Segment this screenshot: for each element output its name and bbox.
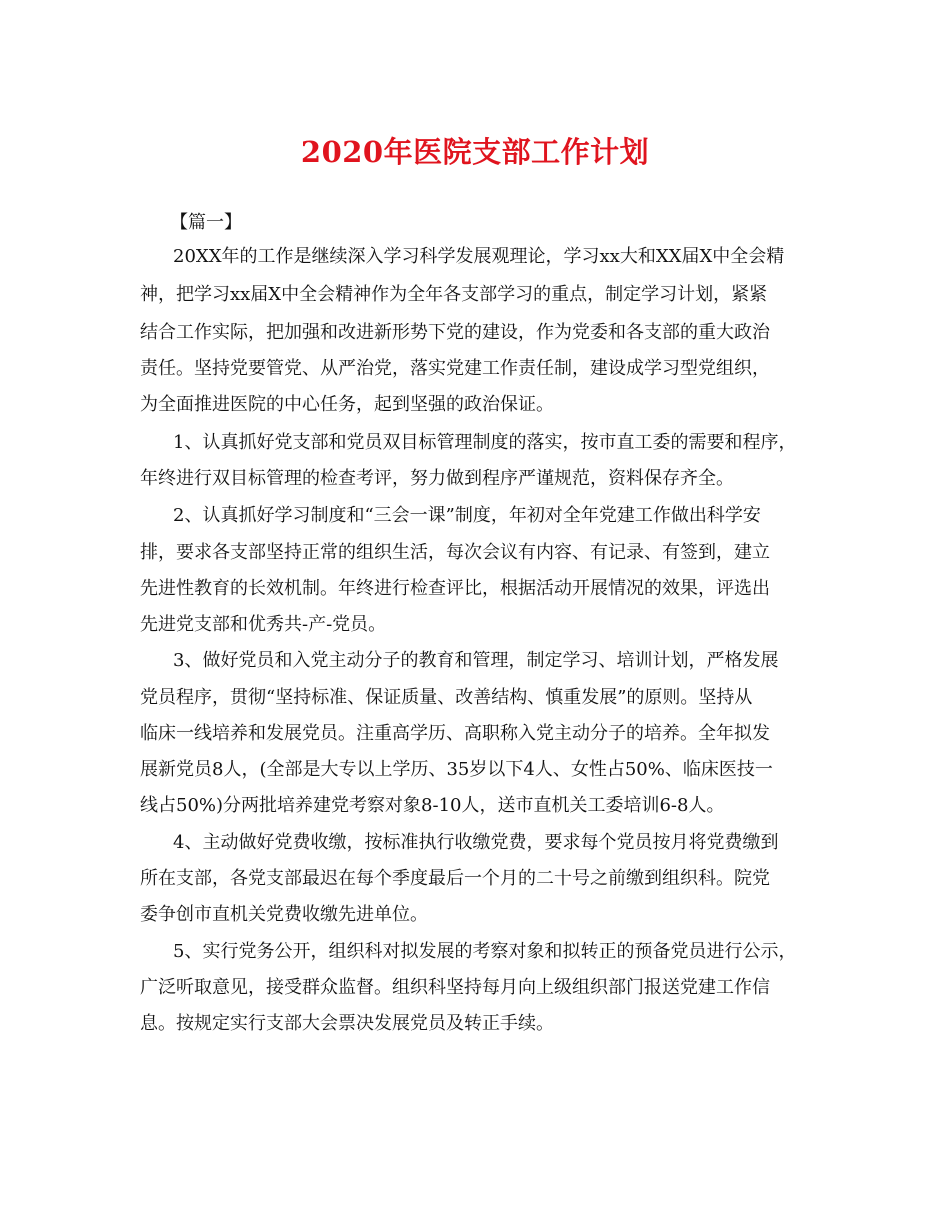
text-line: 20XX年的工作是继续深入学习科学发展观理论，学习xx大和XX届X中全会精: [173, 246, 785, 267]
text-line: 5、实行党务公开，组织科对拟发展的考察对象和拟转正的预备党员进行公示，: [173, 941, 797, 962]
section-label: 【篇一】: [170, 212, 242, 233]
text-line: 党员程序，贯彻“坚持标准、保证质量、改善结构、慎重发展”的原则。坚持从: [140, 687, 753, 708]
text-line: 临床一线培养和发展党员。注重高学历、高职称入党主动分子的培养。全年拟发: [140, 723, 770, 744]
text-line: 委争创市直机关党费收缴先进单位。: [140, 904, 428, 925]
text-line: 2、认真抓好学习制度和“三会一课”制度，年初对全年党建工作做出科学安: [173, 505, 761, 526]
text-line: 排，要求各支部坚持正常的组织生活，每次会议有内容、有记录、有签到，建立: [140, 542, 770, 563]
text-line: 先进性教育的长效机制。年终进行检查评比，根据活动开展情况的效果，评选出: [140, 578, 770, 599]
text-line: 神，把学习xx届X中全会精神作为全年各支部学习的重点，制定学习计划，紧紧: [140, 284, 768, 305]
text-line: 结合工作实际，把加强和改进新形势下党的建设，作为党委和各支部的重大政治: [140, 322, 770, 343]
text-line: 1、认真抓好党支部和党员双目标管理制度的落实，按市直工委的需要和程序，: [173, 432, 797, 453]
document-title: 2020年医院支部工作计划: [300, 135, 650, 169]
text-line: 3、做好党员和入党主动分子的教育和管理，制定学习、培训计划，严格发展: [173, 650, 779, 671]
text-line: 为全面推进医院的中心任务，起到坚强的政治保证。: [140, 394, 554, 415]
text-line: 展新党员8人，(全部是大专以上学历、35岁以下4人、女性占50%、临床医技一: [140, 759, 773, 780]
text-line: 线占50%)分两批培养建党考察对象8-10人，送市直机关工委培训6-8人。: [140, 795, 725, 816]
text-line: 年终进行双目标管理的检查考评，努力做到程序严谨规范，资料保存齐全。: [140, 468, 734, 489]
text-line: 息。按规定实行支部大会票决发展党员及转正手续。: [140, 1013, 554, 1034]
text-line: 广泛听取意见，接受群众监督。组织科坚持每月向上级组织部门报送党建工作信: [140, 977, 770, 998]
text-line: 所在支部，各党支部最迟在每个季度最后一个月的二十号之前缴到组织科。院党: [140, 868, 770, 889]
text-line: 先进党支部和优秀共-产-党员。: [140, 614, 387, 635]
text-line: 责任。坚持党要管党、从严治党，落实党建工作责任制，建设成学习型党组织，: [140, 358, 770, 379]
text-line: 4、主动做好党费收缴，按标准执行收缴党费，要求每个党员按月将党费缴到: [173, 832, 779, 853]
